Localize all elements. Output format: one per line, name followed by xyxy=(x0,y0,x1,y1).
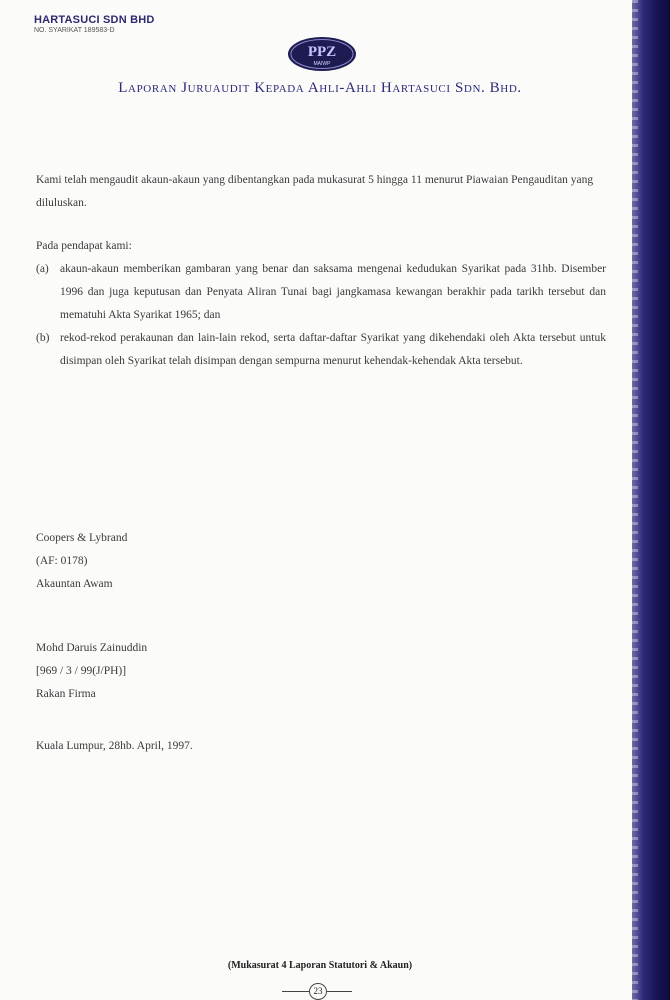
company-name: HARTASUCI SDN BHD xyxy=(34,14,155,26)
partner-signature-block xyxy=(36,637,606,706)
partner-name: Mohd Daruis Zainuddin xyxy=(36,642,148,654)
opinion-item-b xyxy=(36,327,606,373)
logo-subtext: MAIWP xyxy=(313,61,331,67)
firm-description: Akauntan Awam xyxy=(36,578,113,590)
partner-number: [969 / 3 / 99(J/PH)] xyxy=(36,665,127,677)
opinion-intro: Pada pendapat kami: xyxy=(36,240,132,252)
item-text-a: akaun-akaun memberikan gambaran yang benar dan saksama mengenai kedudukan Syarikat pada 31hb. Disember 1996 dan juga keputusan dan Penyata Aliran Tunai bagi jangkamasa kewangan berakhir pada tarikh tersebut dan mematuhi Akta Syarikat 1965; dan xyxy=(60,263,606,321)
opinion-section xyxy=(36,235,606,373)
partner-role: Rakan Firma xyxy=(36,688,96,700)
ppz-logo xyxy=(287,36,357,72)
company-header xyxy=(34,14,155,34)
firm-name: Coopers & Lybrand xyxy=(36,532,128,544)
footer-note: (Mukasurat 4 Laporan Statutori & Akaun) xyxy=(227,960,413,971)
page-number-value: 23 xyxy=(309,983,327,1000)
audit-statement: Kami telah mengaudit akaun-akaun yang dibentangkan pada mukasurat 5 hingga 11 menurut Piawaian Pengauditan yang diluluskan. xyxy=(36,174,594,209)
report-title: Laporan Juruaudit Kepada Ahli-Ahli Hartasuci Sdn. Bhd. xyxy=(118,80,522,96)
company-registration: NO. SYARIKAT 189583-D xyxy=(34,27,115,34)
item-marker-a: (a) xyxy=(36,263,49,275)
right-edge-strip xyxy=(632,0,670,1000)
item-text-b: rekod-rekod perakaunan dan lain-lain rekod, serta daftar-daftar Syarikat yang dikehendaki oleh Akta tersebut untuk disimpan oleh Syarikat telah disimpan dengan sempurna menurut kehendak-kehendak Akta tersebut. xyxy=(60,332,606,367)
logo-text: PPZ xyxy=(307,44,337,60)
place-date: Kuala Lumpur, 28hb. April, 1997. xyxy=(36,740,193,752)
firm-number: (AF: 0178) xyxy=(36,555,88,567)
page-number-rule-left xyxy=(282,991,309,992)
opinion-item-a xyxy=(36,258,606,327)
page-number xyxy=(282,983,352,999)
page-number-rule-right xyxy=(327,991,352,992)
item-marker-b: (b) xyxy=(36,332,50,344)
firm-signature-block xyxy=(36,527,606,596)
